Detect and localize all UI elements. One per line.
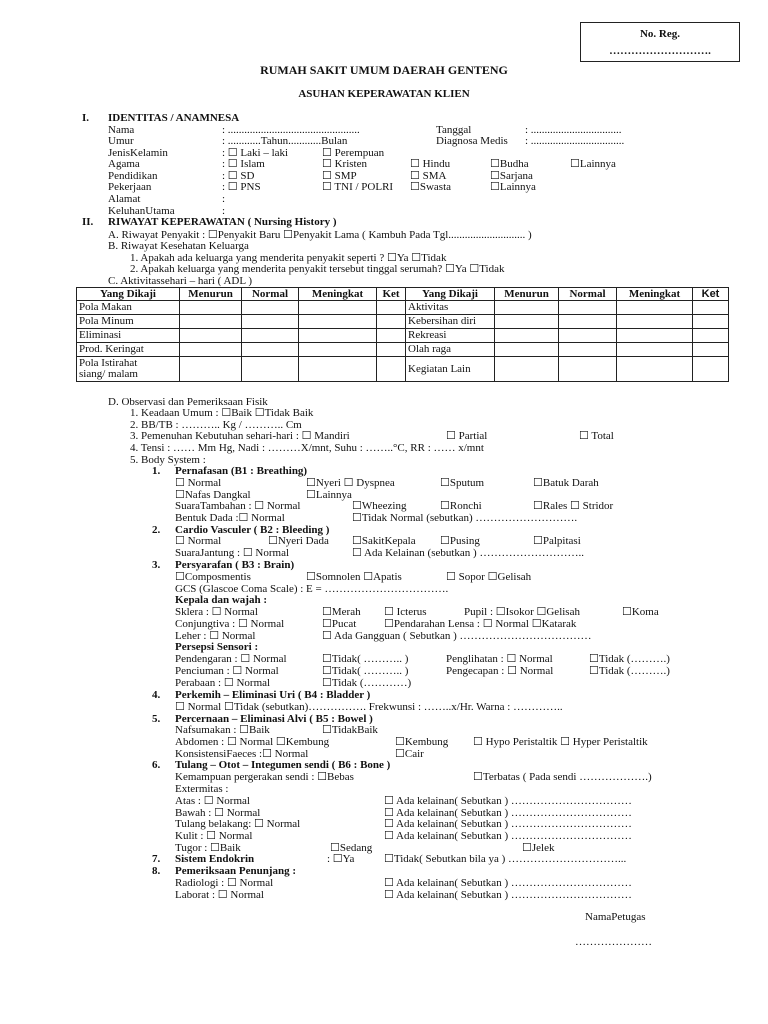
adl-header: Normal (242, 288, 299, 301)
adl-cell[interactable] (693, 357, 729, 382)
b6-kulit[interactable]: Kulit : ☐ Normal (175, 830, 253, 842)
b8-laborat-kelainan[interactable]: ☐ Ada kelainan( Sebutkan ) …………………………… (384, 889, 632, 901)
field-nama[interactable]: : ................................................ (222, 124, 360, 136)
adl-cell[interactable] (559, 301, 617, 315)
b3-pendarahan-lensa[interactable]: ☐Pendarahan Lensa : ☐ Normal ☐Katarak (384, 618, 577, 630)
b3-title: Persyarafan ( B3 : Brain) (175, 559, 295, 571)
section-1-title: IDENTITAS / ANAMNESA (108, 112, 240, 124)
b1-nyeri-dyspnea[interactable]: ☐Nyeri ☐ Dyspnea (306, 477, 395, 489)
b1-suara-tambahan[interactable]: SuaraTambahan : ☐ Normal (175, 500, 301, 512)
label-agama: Agama (108, 158, 140, 170)
b1-title: Pernafasan (B1 : Breathing) (175, 465, 308, 477)
label-alamat: Alamat (108, 193, 141, 205)
adl-cell[interactable] (299, 301, 377, 315)
b3-penciuman[interactable]: Penciuman : ☐ Normal (175, 665, 279, 677)
adl-header: Normal (559, 288, 617, 301)
riwayat-keluarga-title: B. Riwayat Kesehatan Keluarga (108, 240, 249, 252)
b3-perabaan-tidak[interactable]: ☐Tidak (…………) (322, 677, 412, 689)
b3-pendengaran[interactable]: Pendengaran : ☐ Normal (175, 653, 287, 665)
b3-kepala-wajah-title: Kepala dan wajah : (175, 594, 267, 606)
adl-cell[interactable] (242, 301, 299, 315)
adl-item-right: Olah raga (406, 343, 495, 357)
adl-cell[interactable] (617, 329, 693, 343)
checkbox-budha[interactable]: ☐Budha (490, 158, 529, 170)
adl-item-left (77, 357, 180, 382)
pemenuhan-mandiri[interactable]: 3. Pemenuhan Kebutuhan sehari-hari : ☐ Mandiri (130, 430, 350, 442)
label-nama: Nama (108, 124, 135, 136)
adl-title: C. Aktivitassehari – hari ( ADL ) (108, 275, 253, 287)
b3-number: 3. (152, 559, 161, 571)
b7-title: Sistem Endokrin (175, 853, 255, 865)
adl-cell[interactable] (242, 357, 299, 382)
label-pekerjaan: Pekerjaan (108, 181, 152, 193)
b3-penciuman-tidak[interactable]: ☐Tidak( ……….. ) (322, 665, 409, 677)
adl-cell[interactable] (377, 357, 406, 382)
adl-cell[interactable] (617, 357, 693, 382)
b3-icterus[interactable]: ☐ Icterus (384, 606, 427, 618)
registration-box (580, 22, 740, 62)
b2-palpitasi[interactable]: ☐Palpitasi (533, 535, 581, 547)
label-keluhan-utama: KeluhanUtama (108, 205, 175, 217)
adl-item-right: Rekreasi (406, 329, 495, 343)
b3-pendengaran-tidak[interactable]: ☐Tidak( ……….. ) (322, 653, 409, 665)
b3-sopor-gelisah[interactable]: ☐ Sopor ☐Gelisah (446, 571, 532, 583)
b3-leher[interactable]: Leher : ☐ Normal (175, 630, 256, 642)
table-row (77, 357, 729, 382)
b6-tulang-belakang[interactable]: Tulang belakang: ☐ Normal (175, 818, 301, 830)
b6-jelek[interactable]: ☐Jelek (522, 842, 555, 854)
b5-nafsumakan[interactable]: Nafsumakan : ☐Baik (175, 724, 270, 736)
adl-cell[interactable] (559, 357, 617, 382)
b6-extermitas-title: Extermitas : (175, 783, 229, 795)
b6-pergerakan-sendi[interactable]: Kemampuan pergerakan sendi : ☐Bebas (175, 771, 354, 783)
b2-pusing[interactable]: ☐Pusing (440, 535, 480, 547)
b8-laborat[interactable]: Laborat : ☐ Normal (175, 889, 264, 901)
field-tanggal[interactable]: : ................................. (525, 124, 622, 136)
b8-number: 8. (152, 865, 161, 877)
table-row (77, 343, 729, 357)
adl-cell[interactable] (559, 315, 617, 329)
table-row (77, 301, 729, 315)
section-1-number: I. (82, 112, 90, 124)
adl-cell[interactable] (559, 343, 617, 357)
adl-cell[interactable] (693, 343, 729, 357)
b5-konsistensi-faeces[interactable]: KonsistensiFaeces :☐ Normal (175, 748, 309, 760)
adl-item-left-line2: siang/ malam (79, 368, 138, 380)
keadaan-umum[interactable]: 1. Keadaan Umum : ☐Baik ☐Tidak Baik (130, 407, 314, 419)
adl-item-left: Pola Makan (77, 301, 180, 315)
b3-persepsi-title: Persepsi Sensori : (175, 641, 259, 653)
reg-number-field[interactable]: ………………………. (609, 45, 711, 57)
b6-kulit-kelainan[interactable]: ☐ Ada kelainan( Sebutkan ) …………………………… (384, 830, 632, 842)
adl-item-right: Kebersihan diri (406, 315, 495, 329)
riwayat-keluarga-q1[interactable]: 1. Apakah ada keluarga yang menderita penyakit seperti ? ☐Ya ☐Tidak (130, 252, 447, 264)
nama-petugas-field[interactable]: ………………… (575, 936, 652, 948)
adl-cell[interactable] (693, 329, 729, 343)
section-d-title: D. Observasi dan Pemeriksaan Fisik (108, 396, 268, 408)
label-tanggal: Tanggal (436, 124, 472, 136)
section-2-title: RIWAYAT KEPERAWATAN ( Nursing History ) (108, 216, 337, 228)
b1-tidak-normal[interactable]: ☐Tidak Normal (sebutkan) ………………………. (352, 512, 578, 524)
b5-title: Percernaan – Eliminasi Alvi ( B5 : Bowel ) (175, 713, 373, 725)
adl-cell[interactable] (495, 343, 559, 357)
b6-number: 6. (152, 759, 161, 771)
field-umur[interactable]: : ............Tahun............Bulan (222, 135, 348, 147)
b1-rales-stridor[interactable]: ☐Rales ☐ Stridor (533, 500, 614, 512)
b6-bawah-kelainan[interactable]: ☐ Ada kelainan( Sebutkan ) …………………………… (384, 807, 632, 819)
adl-header: Yang Dikaji (406, 288, 495, 301)
b2-sakit-kepala[interactable]: ☐SakitKepala (352, 535, 416, 547)
pemenuhan-total[interactable]: ☐ Total (579, 430, 614, 442)
b1-nafas-dangkal[interactable]: ☐Nafas Dangkal (175, 489, 251, 501)
body-system: 5. Body System : (130, 454, 206, 466)
b6-atas[interactable]: Atas : ☐ Normal (175, 795, 250, 807)
label-diagnosa-medis: Diagnosa Medis (436, 135, 508, 147)
adl-cell[interactable] (495, 315, 559, 329)
b5-tidak-baik[interactable]: ☐TidakBaik (322, 724, 378, 736)
vital-signs[interactable]: 4. Tensi : …… Mm Hg, Nadi : ………X/mnt, Suhu : ……..°C, RR : …… x/mnt (130, 442, 484, 454)
adl-item-right: Aktivitas (406, 301, 495, 315)
b3-somnolen-apatis[interactable]: ☐Somnolen ☐Apatis (306, 571, 402, 583)
b2-ada-kelainan[interactable]: ☐ Ada Kelainan (sebutkan ) ……………………….. (352, 547, 584, 559)
b3-koma[interactable]: ☐Koma (622, 606, 659, 618)
adl-header: Ket (693, 288, 729, 301)
label-pendidikan: Pendidikan (108, 170, 158, 182)
adl-cell[interactable] (495, 357, 559, 382)
b5-cair[interactable]: ☐Cair (395, 748, 424, 760)
adl-cell[interactable] (299, 315, 377, 329)
table-row (77, 329, 729, 343)
b6-terbatas[interactable]: ☐Terbatas ( Pada sendi ……………….) (473, 771, 652, 783)
adl-cell[interactable] (495, 301, 559, 315)
reg-label: No. Reg. (639, 28, 681, 40)
adl-cell[interactable] (180, 329, 242, 343)
b1-normal[interactable]: ☐ Normal (175, 477, 222, 489)
adl-item-left: Pola Minum (77, 315, 180, 329)
adl-cell[interactable] (377, 315, 406, 329)
nama-petugas-label: NamaPetugas (585, 911, 646, 923)
checkbox-sarjana[interactable]: ☐Sarjana (490, 170, 533, 182)
adl-cell[interactable] (693, 315, 729, 329)
adl-cell[interactable] (617, 301, 693, 315)
b6-title: Tulang – Otot – Integumen sendi ( B6 : Bone ) (175, 759, 391, 771)
adl-header: Ket (377, 288, 406, 301)
adl-cell[interactable] (242, 329, 299, 343)
checkbox-perempuan[interactable]: ☐ Perempuan (322, 147, 385, 159)
field-keluhan-utama[interactable]: : (222, 205, 226, 217)
b1-sputum[interactable]: ☐Sputum (440, 477, 485, 489)
checkbox-kristen[interactable]: ☐ Kristen (322, 158, 367, 170)
adl-cell[interactable] (377, 301, 406, 315)
b4-options[interactable]: ☐ Normal ☐Tidak (sebutkan)……………. Frekwunsi : ……..x/Hr. Warna : ………….. (175, 701, 563, 713)
checkbox-islam[interactable]: : ☐ Islam (222, 158, 265, 170)
b5-peristaltik[interactable]: ☐ Hypo Peristaltik ☐ Hyper Peristaltik (473, 736, 648, 748)
b3-pengecapan-tidak[interactable]: ☐Tidak (……….) (589, 665, 670, 677)
b2-normal[interactable]: ☐ Normal (175, 535, 222, 547)
b2-title: Cardio Vasculer ( B2 : Bleeding ) (175, 524, 330, 536)
adl-header: Meningkat (299, 288, 377, 301)
adl-cell[interactable] (377, 329, 406, 343)
hospital-name: RUMAH SAKIT UMUM DAERAH GENTENG (260, 63, 508, 77)
b6-tulang-belakang-kelainan[interactable]: ☐ Ada kelainan( Sebutkan ) …………………………… (384, 818, 632, 830)
b5-abdomen[interactable]: Abdomen : ☐ Normal ☐Kembung (175, 736, 330, 748)
checkbox-tni-polri[interactable]: ☐ TNI / POLRI (322, 181, 394, 193)
adl-cell[interactable] (180, 301, 242, 315)
b8-radiologi[interactable]: Radiologi : ☐ Normal (175, 877, 274, 889)
b8-radiologi-kelainan[interactable]: ☐ Ada kelainan( Sebutkan ) …………………………… (384, 877, 632, 889)
b6-bawah[interactable]: Bawah : ☐ Normal (175, 807, 261, 819)
b5-kembung[interactable]: ☐Kembung (395, 736, 449, 748)
form-title: ASUHAN KEPERAWATAN KLIEN (298, 88, 470, 100)
b3-conjungtiva[interactable]: Conjungtiva : ☐ Normal (175, 618, 285, 630)
b1-number: 1. (152, 465, 161, 477)
bb-tb[interactable]: 2. BB/TB : ……….. Kg / ……….. Cm (130, 419, 302, 431)
adl-cell[interactable] (180, 315, 242, 329)
checkbox-pns[interactable]: : ☐ PNS (222, 181, 261, 193)
b8-title: Pemeriksaan Penunjang : (175, 865, 296, 877)
field-diagnosa-medis[interactable]: : .................................. (525, 135, 625, 147)
b3-composmentis[interactable]: ☐Composmentis (175, 571, 251, 583)
b5-number: 5. (152, 713, 161, 725)
checkbox-smp[interactable]: ☐ SMP (322, 170, 357, 182)
b6-sedang[interactable]: ☐Sedang (330, 842, 373, 854)
riwayat-penyakit[interactable]: A. Riwayat Penyakit : ☐Penyakit Baru ☐Penyakit Lama ( Kambuh Pada Tgl............................ ) (108, 229, 532, 241)
checkbox-pekerjaan-lainnya[interactable]: ☐Lainnya (490, 181, 536, 193)
b3-pupil[interactable]: Pupil : ☐Isokor ☐Gelisah (464, 606, 580, 618)
b2-suara-jantung[interactable]: SuaraJantung : ☐ Normal (175, 547, 290, 559)
adl-item-left: Prod. Keringat (77, 343, 180, 357)
label-jenis-kelamin: JenisKelamin (108, 147, 168, 159)
label-umur: Umur (108, 135, 134, 147)
b3-penglihatan[interactable]: Penglihatan : ☐ Normal (446, 653, 553, 665)
checkbox-sd[interactable]: : ☐ SD (222, 170, 255, 182)
b7-number: 7. (152, 853, 161, 865)
b2-number: 2. (152, 524, 161, 536)
b3-pengecapan[interactable]: Pengecapan : ☐ Normal (446, 665, 554, 677)
adl-header: Meningkat (617, 288, 693, 301)
adl-header: Menurun (495, 288, 559, 301)
b6-atas-kelainan[interactable]: ☐ Ada kelainan( Sebutkan ) …………………………… (384, 795, 632, 807)
pemenuhan-partial[interactable]: ☐ Partial (446, 430, 488, 442)
checkbox-swasta[interactable]: ☐Swasta (410, 181, 452, 193)
adl-cell[interactable] (242, 315, 299, 329)
b1-ronchi[interactable]: ☐Ronchi (440, 500, 482, 512)
adl-cell[interactable] (299, 357, 377, 382)
b1-wheezing[interactable]: ☐Wheezing (352, 500, 407, 512)
riwayat-keluarga-q2[interactable]: 2. Apakah keluarga yang menderita penyakit tersebut tinggal serumah? ☐Ya ☐Tidak (130, 263, 505, 275)
adl-header-row (77, 288, 729, 301)
adl-cell[interactable] (559, 329, 617, 343)
b3-merah[interactable]: ☐Merah (322, 606, 361, 618)
adl-cell[interactable] (617, 315, 693, 329)
adl-cell[interactable] (617, 343, 693, 357)
adl-cell[interactable] (299, 329, 377, 343)
b6-tugor[interactable]: Tugor : ☐Baik (175, 842, 241, 854)
checkbox-hindu[interactable]: ☐ Hindu (410, 158, 451, 170)
adl-item-left: Eliminasi (77, 329, 180, 343)
adl-table (76, 287, 729, 382)
b1-batuk-darah[interactable]: ☐Batuk Darah (533, 477, 599, 489)
adl-item-right: Kegiatan Lain (406, 357, 495, 382)
checkbox-agama-lainnya[interactable]: ☐Lainnya (570, 158, 616, 170)
adl-cell[interactable] (242, 343, 299, 357)
adl-cell[interactable] (495, 329, 559, 343)
b3-pucat[interactable]: ☐Pucat (322, 618, 357, 630)
checkbox-laki-laki[interactable]: : ☐ Laki – laki (222, 147, 289, 159)
adl-cell[interactable] (377, 343, 406, 357)
b7-tidak[interactable]: ☐Tidak( Sebutkan bila ya ) …………………………... (384, 853, 627, 865)
field-alamat[interactable]: : (222, 193, 226, 205)
adl-cell[interactable] (180, 357, 242, 382)
adl-item-left-line1: Pola Istirahat (79, 357, 138, 369)
b7-ya[interactable]: : ☐Ya (327, 853, 355, 865)
b3-gcs[interactable]: GCS (Glascoe Coma Scale) : E = ……………………………. (175, 583, 449, 595)
b2-nyeri-dada[interactable]: ☐Nyeri Dada (268, 535, 329, 547)
b1-lainnya[interactable]: ☐Lainnya (306, 489, 352, 501)
section-2-number: II. (82, 216, 94, 228)
b3-ada-gangguan[interactable]: ☐ Ada Gangguan ( Sebutkan ) ……………………………… (322, 630, 592, 642)
checkbox-sma[interactable]: ☐ SMA (410, 170, 447, 182)
b4-number: 4. (152, 689, 161, 701)
adl-header: Yang Dikaji (77, 288, 180, 301)
b3-penglihatan-tidak[interactable]: ☐Tidak (……….) (589, 653, 670, 665)
b3-perabaan[interactable]: Perabaan : ☐ Normal (175, 677, 271, 689)
adl-cell[interactable] (180, 343, 242, 357)
adl-header: Menurun (180, 288, 242, 301)
table-row (77, 315, 729, 329)
adl-cell[interactable] (693, 301, 729, 315)
b4-title: Perkemih – Eliminasi Uri ( B4 : Bladder ) (175, 689, 371, 701)
b3-sklera[interactable]: Sklera : ☐ Normal (175, 606, 258, 618)
adl-cell[interactable] (299, 343, 377, 357)
b1-bentuk-dada[interactable]: Bentuk Dada :☐ Normal (175, 512, 285, 524)
